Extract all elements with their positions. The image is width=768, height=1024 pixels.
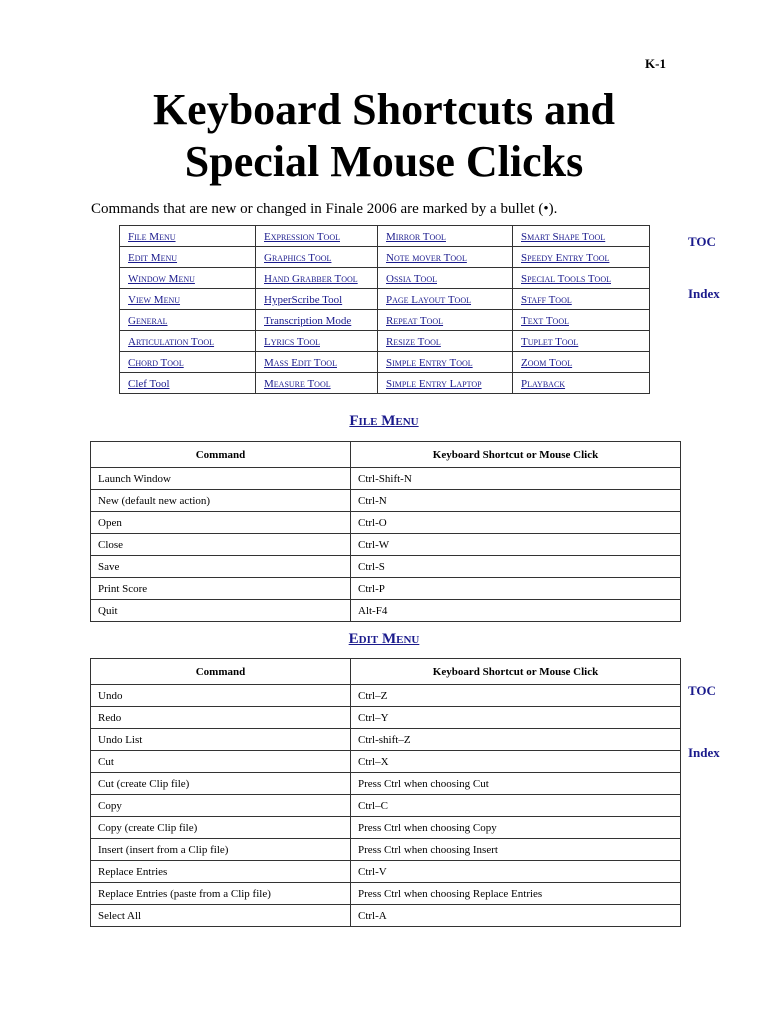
command-cell: Undo (91, 685, 351, 707)
nav-link[interactable]: Page Layout Tool (386, 294, 472, 306)
nav-link[interactable]: Text Tool (521, 315, 569, 327)
nav-cell (378, 268, 513, 289)
shortcut-cell: Ctrl–X (351, 751, 681, 773)
nav-link[interactable]: HyperScribe Tool (264, 294, 343, 306)
command-cell: Copy (create Clip file) (91, 817, 351, 839)
nav-row (120, 352, 650, 373)
table-row (91, 556, 681, 578)
table-row (91, 707, 681, 729)
nav-link[interactable]: Smart Shape Tool (521, 231, 606, 243)
command-cell: Redo (91, 707, 351, 729)
toc-link-top[interactable]: TOC (688, 234, 716, 249)
nav-link[interactable]: Hand Grabber Tool (264, 273, 358, 285)
shortcut-cell: Ctrl-O (351, 512, 681, 534)
table-row (91, 468, 681, 490)
command-cell: Undo List (91, 729, 351, 751)
nav-cell (378, 310, 513, 331)
shortcut-cell: Ctrl-shift–Z (351, 729, 681, 751)
column-header-shortcut: Keyboard Shortcut or Mouse Click (351, 442, 681, 468)
nav-link[interactable]: Articulation Tool (128, 336, 215, 348)
nav-link[interactable]: Graphics Tool (264, 252, 332, 264)
shortcut-cell: Press Ctrl when choosing Insert (351, 839, 681, 861)
edit-menu-heading-link[interactable]: Edit Menu (348, 631, 420, 647)
nav-cell (256, 268, 378, 289)
nav-cell (256, 331, 378, 352)
command-cell: Launch Window (91, 468, 351, 490)
shortcut-cell: Ctrl-V (351, 861, 681, 883)
nav-cell (378, 352, 513, 373)
shortcut-cell: Ctrl-W (351, 534, 681, 556)
nav-cell (256, 226, 378, 247)
command-cell: Quit (91, 600, 351, 622)
table-row (91, 861, 681, 883)
command-cell: Copy (91, 795, 351, 817)
index-link-top[interactable]: Index (688, 286, 720, 301)
edit-menu-table (90, 658, 681, 927)
table-row (91, 729, 681, 751)
file-menu-heading-link[interactable]: File Menu (349, 413, 419, 429)
command-cell: Select All (91, 905, 351, 927)
nav-link[interactable]: Staff Tool (521, 294, 572, 306)
navigation-table (119, 225, 650, 394)
nav-link[interactable]: Simple Entry Tool (386, 357, 473, 369)
shortcut-cell: Ctrl-P (351, 578, 681, 600)
nav-link[interactable]: Playback (521, 378, 566, 390)
shortcut-cell: Press Ctrl when choosing Copy (351, 817, 681, 839)
nav-cell (513, 310, 650, 331)
page-title (0, 84, 768, 188)
nav-cell (256, 352, 378, 373)
nav-row (120, 247, 650, 268)
column-header-shortcut: Keyboard Shortcut or Mouse Click (351, 659, 681, 685)
nav-link[interactable]: Ossia Tool (386, 273, 437, 285)
nav-cell (513, 331, 650, 352)
table-row (91, 600, 681, 622)
shortcut-cell: Ctrl-Shift-N (351, 468, 681, 490)
nav-link[interactable]: View Menu (128, 294, 181, 306)
nav-link[interactable]: Zoom Tool (521, 357, 573, 369)
command-cell: Cut (91, 751, 351, 773)
table-row (91, 839, 681, 861)
nav-cell (513, 373, 650, 394)
command-cell: Save (91, 556, 351, 578)
nav-cell (256, 247, 378, 268)
table-row (91, 512, 681, 534)
nav-link[interactable]: Mirror Tool (386, 231, 446, 243)
column-header-command: Command (91, 442, 351, 468)
toc-link-bottom[interactable]: TOC (688, 683, 716, 698)
nav-cell (256, 310, 378, 331)
table-row (91, 578, 681, 600)
table-row (91, 905, 681, 927)
shortcut-cell: Ctrl-S (351, 556, 681, 578)
nav-link[interactable]: Speedy Entry Tool (521, 252, 610, 264)
command-cell: Replace Entries (91, 861, 351, 883)
nav-cell (513, 268, 650, 289)
nav-link[interactable]: Expression Tool (264, 231, 340, 243)
column-header-command: Command (91, 659, 351, 685)
nav-cell (513, 226, 650, 247)
table-row (91, 795, 681, 817)
nav-row (120, 268, 650, 289)
nav-cell (378, 373, 513, 394)
nav-cell (120, 268, 256, 289)
nav-link[interactable]: Tuplet Tool (521, 336, 579, 348)
file-menu-heading (0, 413, 768, 430)
nav-link[interactable]: Resize Tool (386, 336, 441, 348)
nav-cell (378, 247, 513, 268)
shortcut-cell: Ctrl–C (351, 795, 681, 817)
nav-link[interactable]: Measure Tool (264, 378, 331, 390)
nav-cell (378, 331, 513, 352)
nav-cell (513, 247, 650, 268)
nav-cell (120, 289, 256, 310)
nav-cell (120, 352, 256, 373)
command-cell: Open (91, 512, 351, 534)
nav-link[interactable]: General (128, 315, 168, 327)
nav-cell (120, 226, 256, 247)
table-row (91, 534, 681, 556)
table-row (91, 817, 681, 839)
nav-cell (120, 310, 256, 331)
command-cell: Close (91, 534, 351, 556)
nav-row (120, 310, 650, 331)
title-line-2: Special Mouse Clicks (184, 137, 584, 186)
table-row (91, 883, 681, 905)
title-line-1: Keyboard Shortcuts and (152, 85, 616, 134)
shortcut-cell: Ctrl–Y (351, 707, 681, 729)
nav-link[interactable]: Special Tools Tool (521, 273, 611, 285)
nav-cell (120, 247, 256, 268)
nav-cell (120, 373, 256, 394)
page-number: K-1 (645, 56, 666, 71)
nav-link[interactable]: Transcription Mode (264, 315, 352, 327)
table-row (91, 773, 681, 795)
nav-cell (378, 289, 513, 310)
nav-link[interactable]: Clef Tool (128, 378, 170, 390)
nav-link[interactable]: Window Menu (128, 273, 195, 285)
table-row (91, 751, 681, 773)
index-link-bottom[interactable]: Index (688, 745, 720, 760)
nav-row (120, 373, 650, 394)
nav-cell (513, 352, 650, 373)
nav-row (120, 331, 650, 352)
nav-link[interactable]: Lyrics Tool (264, 336, 320, 348)
nav-link[interactable]: Note mover Tool (386, 252, 467, 264)
command-cell: Cut (create Clip file) (91, 773, 351, 795)
nav-row (120, 289, 650, 310)
command-cell: Replace Entries (paste from a Clip file) (91, 883, 351, 905)
nav-cell (378, 226, 513, 247)
nav-link[interactable]: Edit Menu (128, 252, 178, 264)
nav-link[interactable]: Simple Entry Laptop (386, 378, 482, 390)
bullet-note: Commands that are new or changed in Finale 2006 are marked by a bullet (•). (91, 201, 558, 217)
shortcut-cell: Press Ctrl when choosing Cut (351, 773, 681, 795)
nav-link[interactable]: Chord Tool (128, 357, 184, 369)
nav-link[interactable]: File Menu (128, 231, 176, 243)
command-cell: New (default new action) (91, 490, 351, 512)
shortcut-cell: Ctrl–Z (351, 685, 681, 707)
nav-row (120, 226, 650, 247)
shortcut-cell: Ctrl-A (351, 905, 681, 927)
table-row (91, 490, 681, 512)
nav-cell (256, 289, 378, 310)
shortcut-cell: Alt-F4 (351, 600, 681, 622)
nav-link[interactable]: Repeat Tool (386, 315, 444, 327)
command-cell: Insert (insert from a Clip file) (91, 839, 351, 861)
nav-cell (120, 331, 256, 352)
file-menu-table (90, 441, 681, 622)
nav-link[interactable]: Mass Edit Tool (264, 357, 337, 369)
nav-cell (513, 289, 650, 310)
table-row (91, 685, 681, 707)
edit-menu-heading (0, 631, 768, 648)
command-cell: Print Score (91, 578, 351, 600)
shortcut-cell: Ctrl-N (351, 490, 681, 512)
shortcut-cell: Press Ctrl when choosing Replace Entries (351, 883, 681, 905)
nav-cell (256, 373, 378, 394)
